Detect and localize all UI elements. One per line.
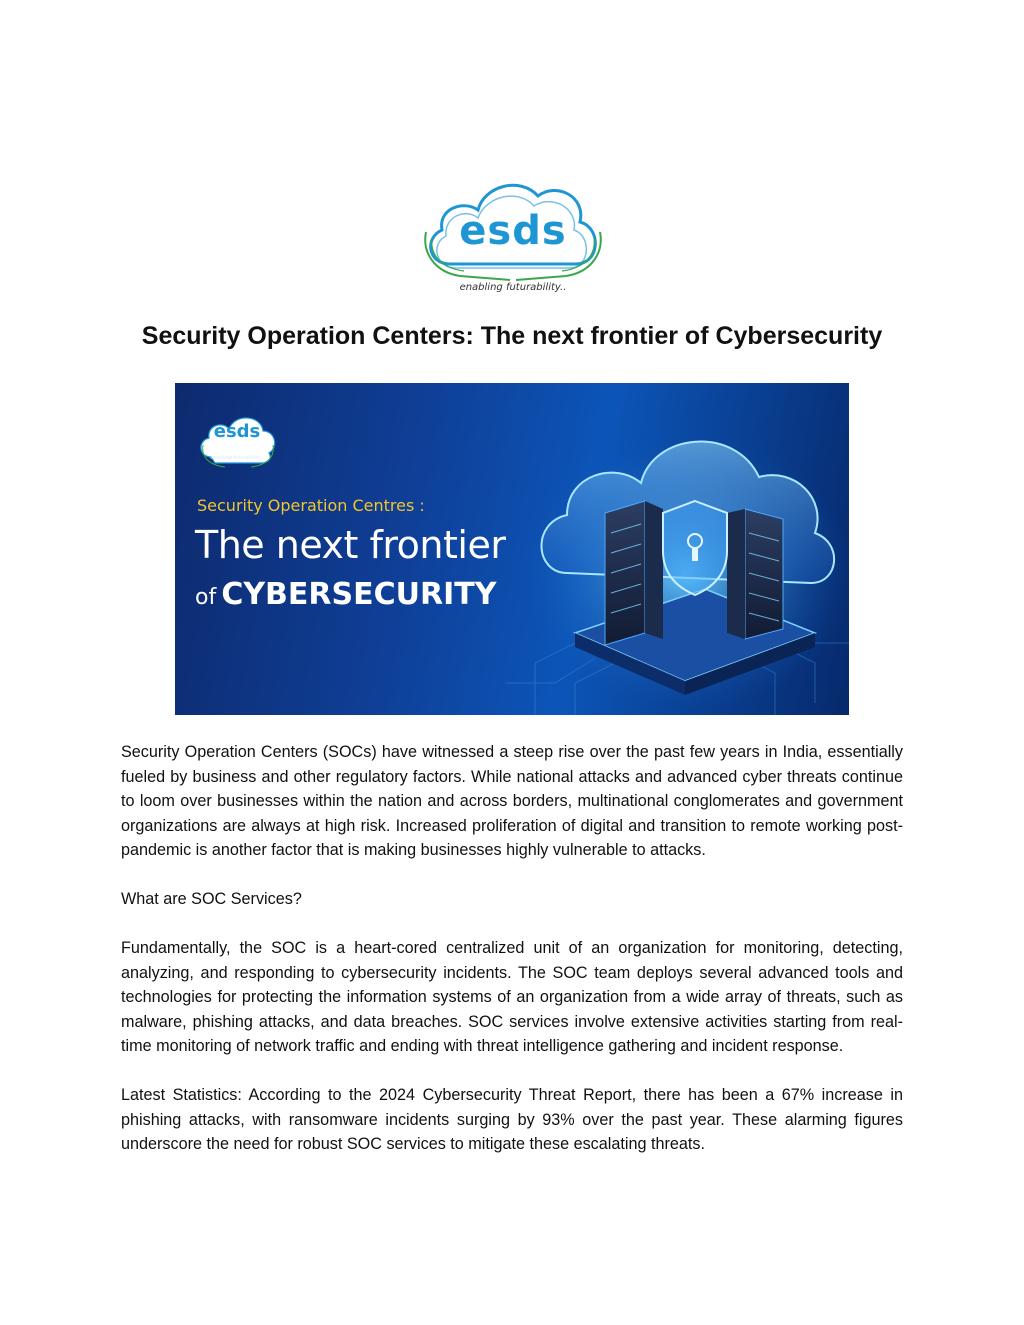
hero-banner: [175, 383, 849, 715]
logo-tagline: enabling futurability..: [459, 282, 567, 293]
article-body: [121, 740, 903, 1181]
banner-line2: [195, 577, 496, 612]
statistics-paragraph: Latest Statistics: According to the 2024 Cybersecurity Threat Report, there has been a 67% increase in phishing attacks, with ransomware incidents surging by 93% over the past year. These alarming figures underscore the need for robust SOC services to mitigate these escalating threats.: [121, 1086, 903, 1153]
section-heading-soc-services: What are SOC Services?: [121, 890, 302, 908]
banner-kicker: Security Operation Centres :: [197, 496, 425, 515]
intro-paragraph: Security Operation Centers (SOCs) have witnessed a steep rise over the past few years in India, essentially fueled by business and other regulatory factors. While national attacks and advanced cyber threats continue to loom over businesses within the nation and across borders, multinational conglomerates and government organizations are always at high risk. Increased proliferation of digital and transition to remote working post-pandemic is another factor that is making businesses highly vulnerable to attacks.: [121, 743, 903, 859]
banner-logo-tagline: enabling futurability..: [210, 455, 264, 461]
banner-headline: The next frontier: [195, 523, 506, 567]
esds-logo: [420, 172, 606, 302]
soc-definition-paragraph: Fundamentally, the SOC is a heart-cored centralized unit of an organization for monitoring, detecting, analyzing, and responding to cybersecurity incidents. The SOC team deploys several advanced tools and technologies for protecting the information systems of an organization from a wide array of threats, such as malware, phishing attacks, and data breaches. SOC services involve extensive activities starting from real-time monitoring of network traffic and ending with threat intelligence gathering and incident response.: [121, 939, 903, 1055]
banner-line2-emphasis: CYBERSECURITY: [221, 577, 497, 612]
logo-wordmark: esds: [459, 208, 567, 254]
banner-logo-wordmark: esds: [213, 421, 261, 442]
page-title: Security Operation Centers: The next frontier of Cybersecurity: [141, 322, 883, 350]
banner-line2-prefix: of: [195, 585, 217, 610]
